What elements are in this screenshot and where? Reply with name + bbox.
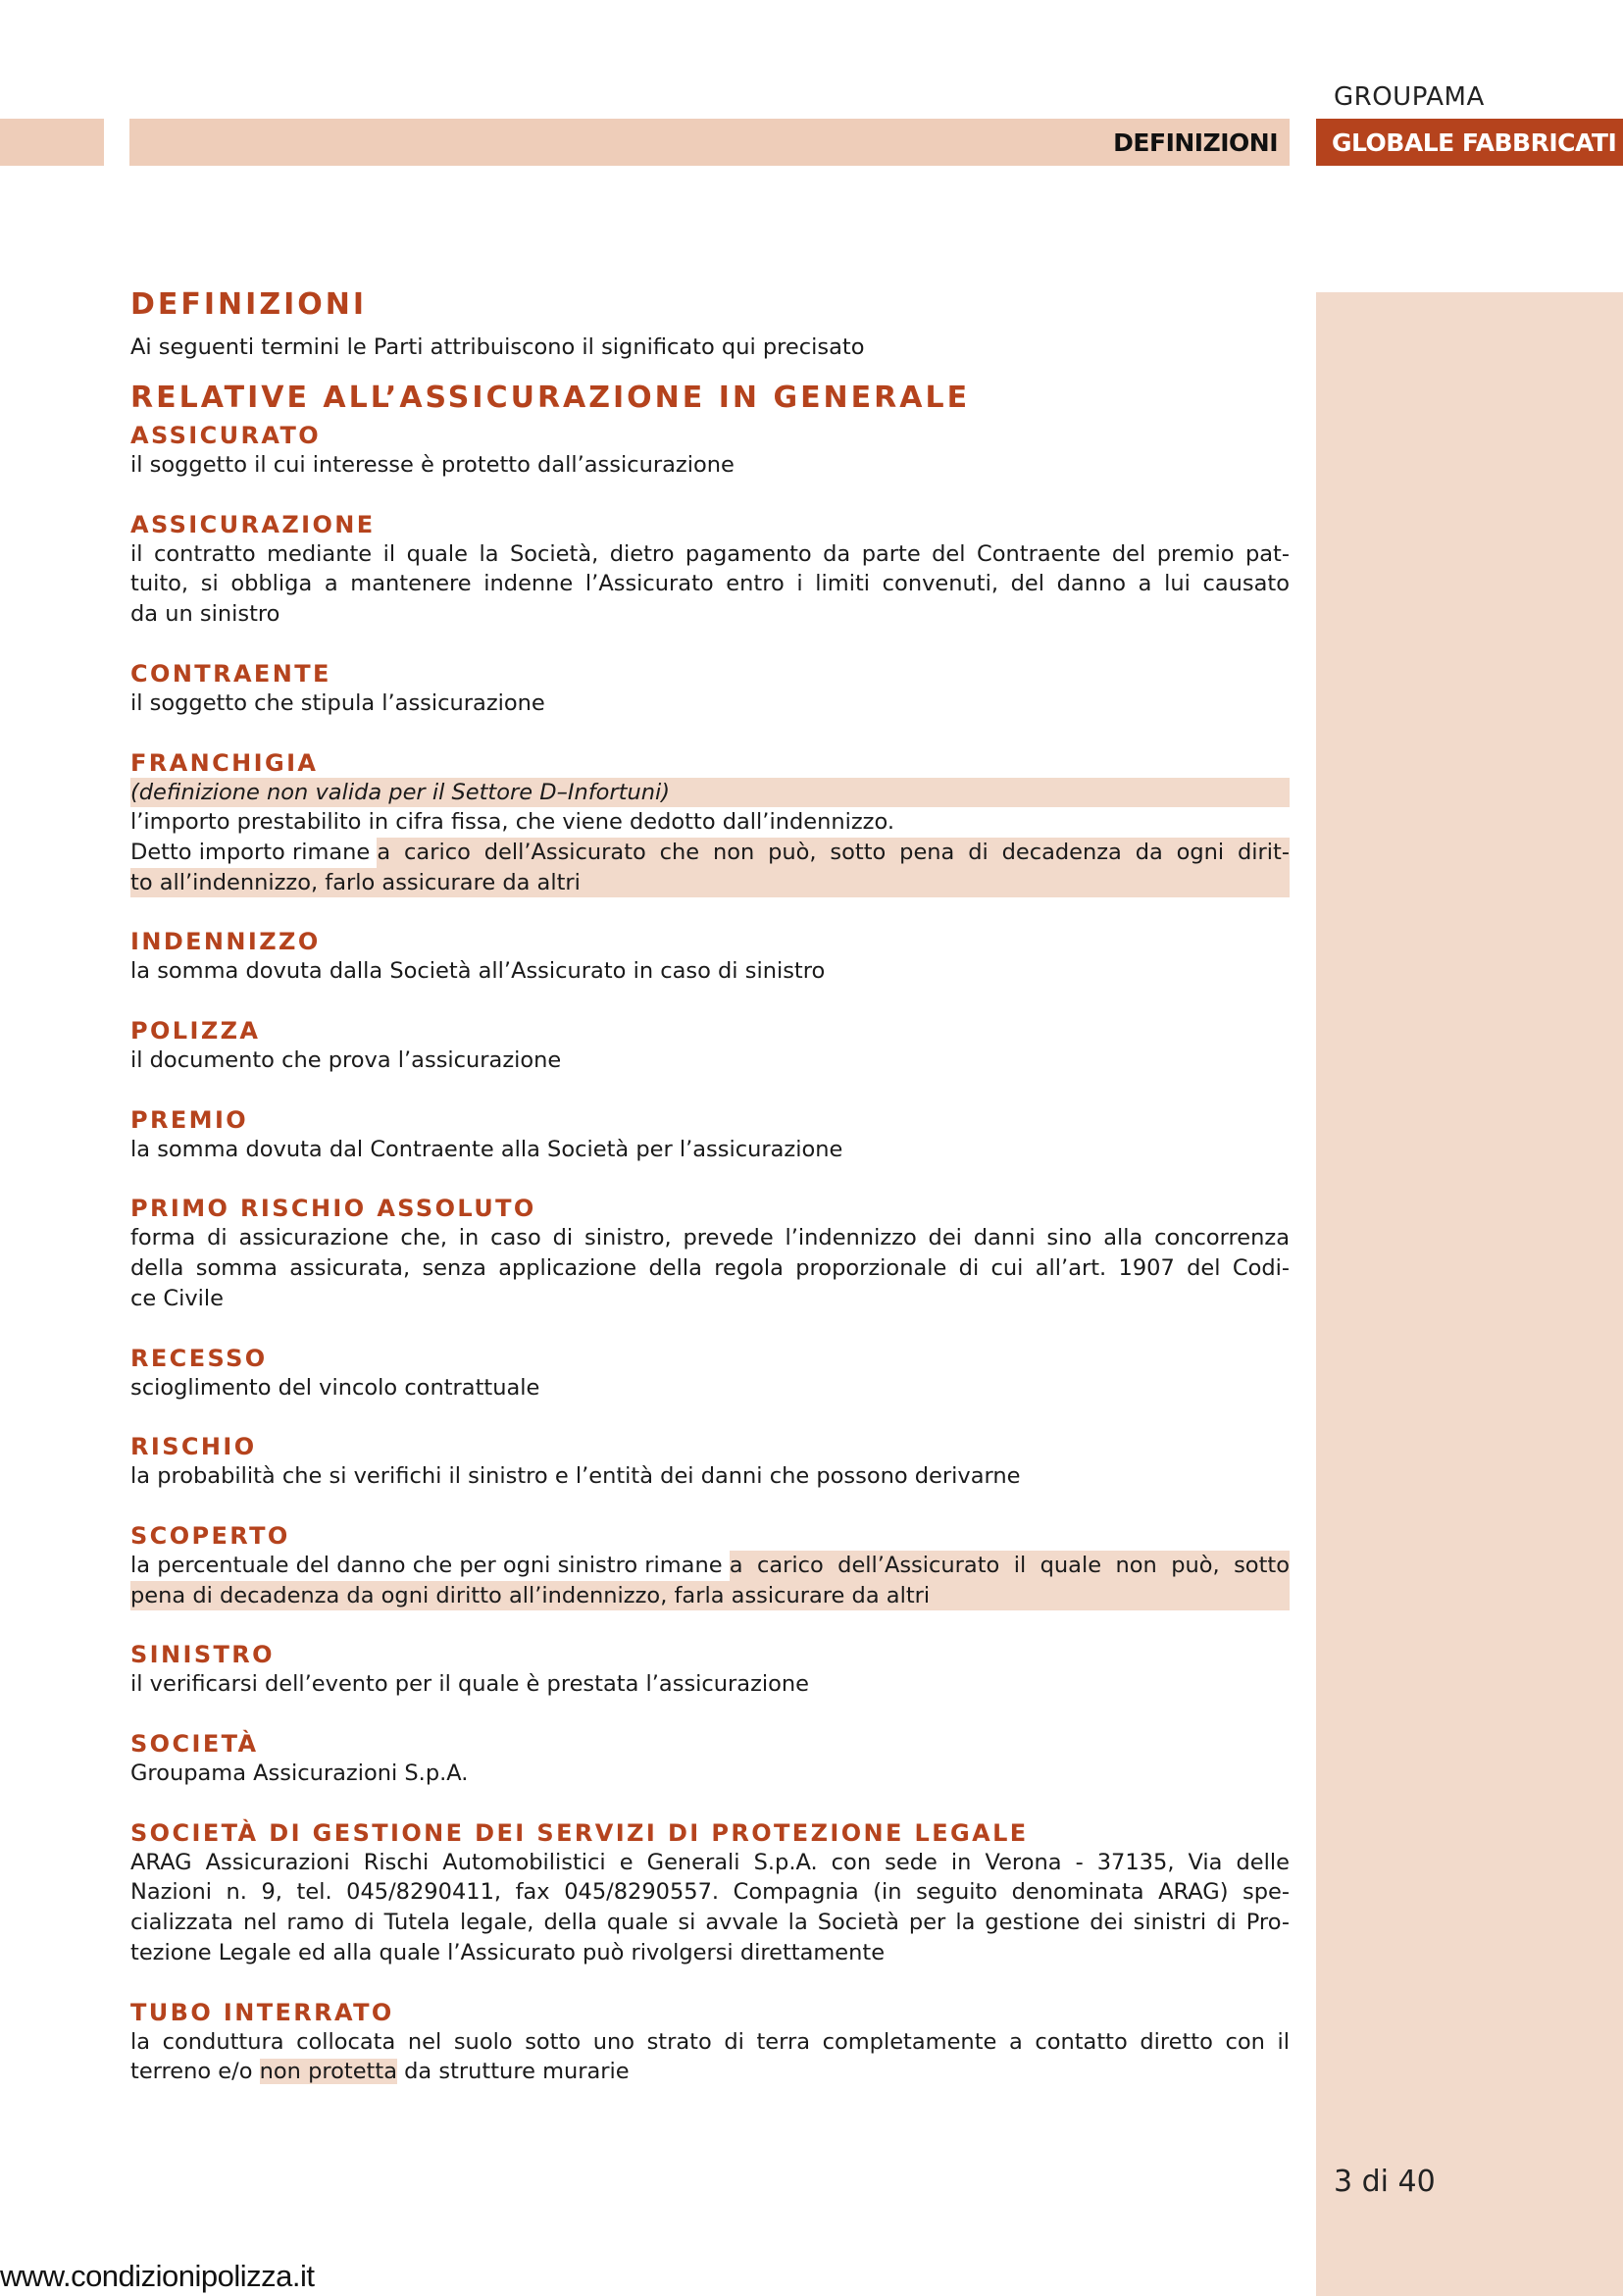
plain-text: terreno e/o [130,2059,260,2085]
definition-line: la somma dovuta dal Contraente alla Società per l’assicurazione [130,1136,843,1162]
term-definition [130,1669,1290,1700]
term-definition [130,1135,1290,1165]
highlighted-text: non protetta [259,2059,397,2085]
definition-line [130,1551,1290,1581]
definition-recesso [130,1344,1290,1403]
definition-assicurazione [130,510,1290,630]
term-name: SOCIETÀ DI GESTIONE DEI SERVIZI DI PROTEZIONE LEGALE [130,1818,1029,1847]
term-name: TUBO INTERRATO [130,1998,394,2026]
term-definition [130,1223,1290,1313]
definition-polizza [130,1016,1290,1076]
term-name: RISCHIO [130,1433,257,1461]
term-name: SOCIETÀ [130,1730,259,1759]
product-badge [1316,119,1623,166]
definition-line: scioglimento del vincolo contrattuale [130,1374,540,1401]
definition-societa-protezione-legale [130,1818,1290,1968]
definition-line: Groupama Assicurazioni S.p.A. [130,1760,469,1787]
definition-franchigia [130,748,1290,898]
highlighted-text: to all’indennizzo, farlo assicurare da altri [130,868,1290,898]
definition-contraente [130,659,1290,719]
definition-assicurato [130,421,1290,481]
term-definition [130,1373,1290,1403]
term-name: PRIMO RISCHIO ASSOLUTO [130,1195,536,1223]
term-name: ASSICURATO [130,422,322,449]
term-definition [130,1759,1290,1789]
footer-watermark-url: www.condizionipolizza.it [0,2259,315,2293]
term-definition [130,450,1290,481]
term-name: FRANCHIGIA [130,748,319,777]
definition-line: il soggetto che stipula l’assicurazione [130,689,545,716]
term-definition [130,1848,1290,1968]
definition-line: forma di assicurazione che, in caso di sinistro, prevede l’indennizzo dei danni sino alla concorrenza [130,1225,1290,1251]
definition-premio [130,1105,1290,1165]
plain-text: la percentuale del danno che per ogni sinistro rimane [130,1552,730,1578]
definition-line [130,2057,1290,2087]
definition-line: ARAG Assicurazioni Rischi Automobilistici e Generali S.p.A. con sede in Verona - 37135, Via delle [130,1849,1290,1875]
definition-scoperto [130,1521,1290,1610]
highlighted-text: a carico dell’Assicurato che non può, sotto pena di decadenza da ogni dirit- [377,838,1290,868]
brand-name: GROUPAMA [1334,82,1485,112]
term-definition [130,1046,1290,1076]
plain-text: Detto importo rimane [130,839,378,865]
section-title: RELATIVE ALL’ASSICURAZIONE IN GENERALE [130,381,971,415]
document-body [130,286,1290,2087]
right-margin-band [1316,292,1623,2296]
definition-societa [130,1729,1290,1789]
intro-text: Ai seguenti termini le Parti attribuiscono il significato qui precisato [130,334,865,360]
term-name: INDENNIZZO [130,928,321,956]
definition-line: la conduttura collocata nel suolo sotto uno strato di terra completamente a contatto diretto con il [130,2028,1290,2055]
highlighted-text: a carico dell’Assicurato il quale non può, sotto [730,1551,1290,1581]
definition-primo-rischio-assoluto [130,1194,1290,1313]
definition-line: cializzata nel ramo di Tutela legale, della quale si avvale la Società per la gestione dei sinistri di Pro- [130,1910,1290,1936]
definition-sinistro [130,1640,1290,1700]
definition-line: da un sinistro [130,601,280,628]
definition-line: tuito, si obbliga a mantenere indenne l’Assicurato entro i limiti convenuti, del danno a lui causato [130,571,1290,597]
term-name: CONTRAENTE [130,659,331,688]
term-name: RECESSO [130,1344,268,1372]
term-definition [130,2027,1290,2087]
header-left-band [0,119,104,166]
definition-line: ce Civile [130,1285,224,1311]
term-name: SCOPERTO [130,1521,290,1550]
definition-line: la probabilità che si verifichi il sinistro e l’entità dei danni che possono derivarne [130,1463,1021,1490]
definition-line [130,838,1290,868]
term-definition [130,539,1290,630]
definition-line: Nazioni n. 9, tel. 045/8290411, fax 045/8290557. Compagnia (in seguito denominata ARAG) spe- [130,1879,1290,1906]
definition-line: tezione Legale ed alla quale l’Assicurato può rivolgersi direttamente [130,1939,886,1965]
definition-line: il documento che prova l’assicurazione [130,1047,562,1074]
product-name: GLOBALE FABBRICATI [1332,128,1617,157]
header-section-label: DEFINIZIONI [1113,128,1278,157]
definition-line: il verificarsi dell’evento per il quale è prestata l’assicurazione [130,1671,810,1698]
term-definition [130,1551,1290,1610]
definition-line: il soggetto il cui interesse è protetto dall’assicurazione [130,452,735,478]
header-band [129,119,1290,166]
page-number: 3 di 40 [1334,2165,1436,2199]
definition-line: la somma dovuta dalla Società all’Assicurato in caso di sinistro [130,958,826,985]
definition-line: il contratto mediante il quale la Società, dietro pagamento da parte del Contraente del premio pat- [130,540,1290,567]
term-definition [130,1461,1290,1492]
definition-tubo-interrato [130,1998,1290,2087]
plain-text: da strutture murarie [396,2059,630,2085]
term-name: SINISTRO [130,1641,275,1669]
term-name: POLIZZA [130,1017,261,1046]
term-name: PREMIO [130,1105,249,1134]
definition-line: l’importo prestabilito in cifra fissa, che viene dedotto dall’indennizzo. [130,809,895,836]
page-title: DEFINIZIONI [130,287,368,322]
term-definition [130,778,1290,898]
definition-line: della somma assicurata, senza applicazione della regola proporzionale di cui all’art. 1907 del Codi- [130,1255,1290,1282]
term-name: ASSICURAZIONE [130,510,376,538]
highlighted-note: (definizione non valida per il Settore D–Infortuni) [130,778,1290,808]
definition-rischio [130,1432,1290,1492]
term-definition [130,689,1290,719]
highlighted-text: pena di decadenza da ogni diritto all’indennizzo, farla assicurare da altri [130,1581,1290,1611]
term-definition [130,956,1290,987]
definition-indennizzo [130,927,1290,987]
